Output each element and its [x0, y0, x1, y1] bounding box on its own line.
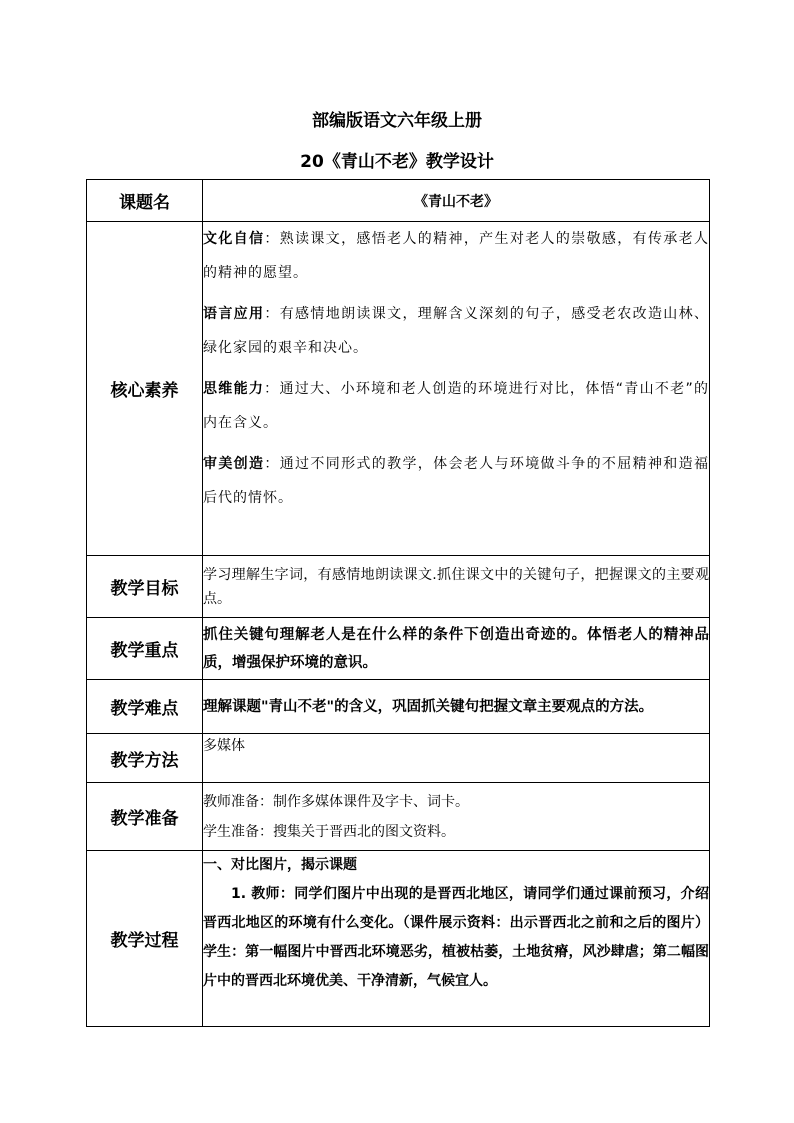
method-text: 多媒体 [203, 734, 710, 783]
core-item-culture [203, 222, 709, 290]
core-item-text: ：熟读课文，感悟老人的精神，产生对老人的崇敬感，有传承老人的精神的愿望。 [203, 231, 709, 281]
core-item-text: ：有感情地朗读课文，理解含义深刻的句子，感受老农改造山林、绿化家园的艰辛和决心。 [203, 306, 709, 356]
prep-teacher: 教师准备：制作多媒体课件及字卡、词卡。 [203, 793, 469, 810]
prep-student: 学生准备：搜集关于晋西北的图文资料。 [203, 823, 455, 840]
process-label: 教学过程 [87, 851, 203, 1027]
table-row-process [87, 851, 710, 1027]
lesson-plan-table [86, 179, 710, 1027]
prep-label: 教学准备 [87, 783, 203, 851]
prep-content [203, 783, 710, 851]
key-label: 教学重点 [87, 618, 203, 680]
table-row-core [87, 222, 710, 556]
process-heading: 一、对比图片，揭示课题 [203, 857, 357, 873]
core-item-language [203, 297, 709, 365]
table-row-key [87, 618, 710, 680]
table-row-prep [87, 783, 710, 851]
core-item-text: ：通过大、小环境和老人创造的环境进行对比，体悟“青山不老”的内在含义。 [203, 381, 709, 431]
document-subtitle: 部编版语文六年级上册 [312, 111, 482, 131]
core-item-head: 审美创造 [203, 456, 265, 472]
core-item-head: 思维能力 [203, 381, 265, 397]
core-content [203, 222, 710, 556]
topic-label: 课题名 [87, 180, 203, 222]
topic-value: 《青山不老》 [203, 180, 710, 222]
method-label: 教学方法 [87, 734, 203, 783]
core-item-head: 文化自信 [203, 231, 265, 247]
core-item-thinking [203, 372, 709, 440]
process-content [203, 851, 710, 1027]
key-text: 抓住关键句理解老人是在什么样的条件下创造出奇迹的。体悟老人的精神品质，增强保护环境的意识。 [203, 618, 710, 680]
document-title: 20《青山不老》教学设计 [300, 152, 494, 172]
goal-text: 学习理解生字词，有感情地朗读课文.抓住课文中的关键句子，把握课文的主要观点。 [203, 556, 710, 618]
table-row-topic [87, 180, 710, 222]
difficulty-label: 教学难点 [87, 680, 203, 734]
core-item-aesthetic [203, 447, 709, 515]
core-item-head: 语言应用 [203, 306, 265, 322]
table-row-goal [87, 556, 710, 618]
core-label: 核心素养 [87, 222, 203, 556]
process-text: 1. 教师：同学们图片中出现的是晋西北地区，请同学们通过课前预习，介绍晋西北地区的环境有什么变化。（课件展示资料：出示晋西北之前和之后的图片）学生：第一幅图片中晋西北环境恶劣，植被枯萎，土地贫瘠，风沙肆虐；第二幅图片中的晋西北环境优美、干净清新，气候宜人。 [203, 886, 709, 989]
difficulty-text: 理解课题"青山不老"的含义，巩固抓关键句把握文章主要观点的方法。 [203, 680, 710, 734]
core-item-text: ：通过不同形式的教学，体会老人与环境做斗争的不屈精神和造福后代的情怀。 [203, 456, 709, 506]
goal-label: 教学目标 [87, 556, 203, 618]
table-row-method [87, 734, 710, 783]
table-row-difficulty [87, 680, 710, 734]
